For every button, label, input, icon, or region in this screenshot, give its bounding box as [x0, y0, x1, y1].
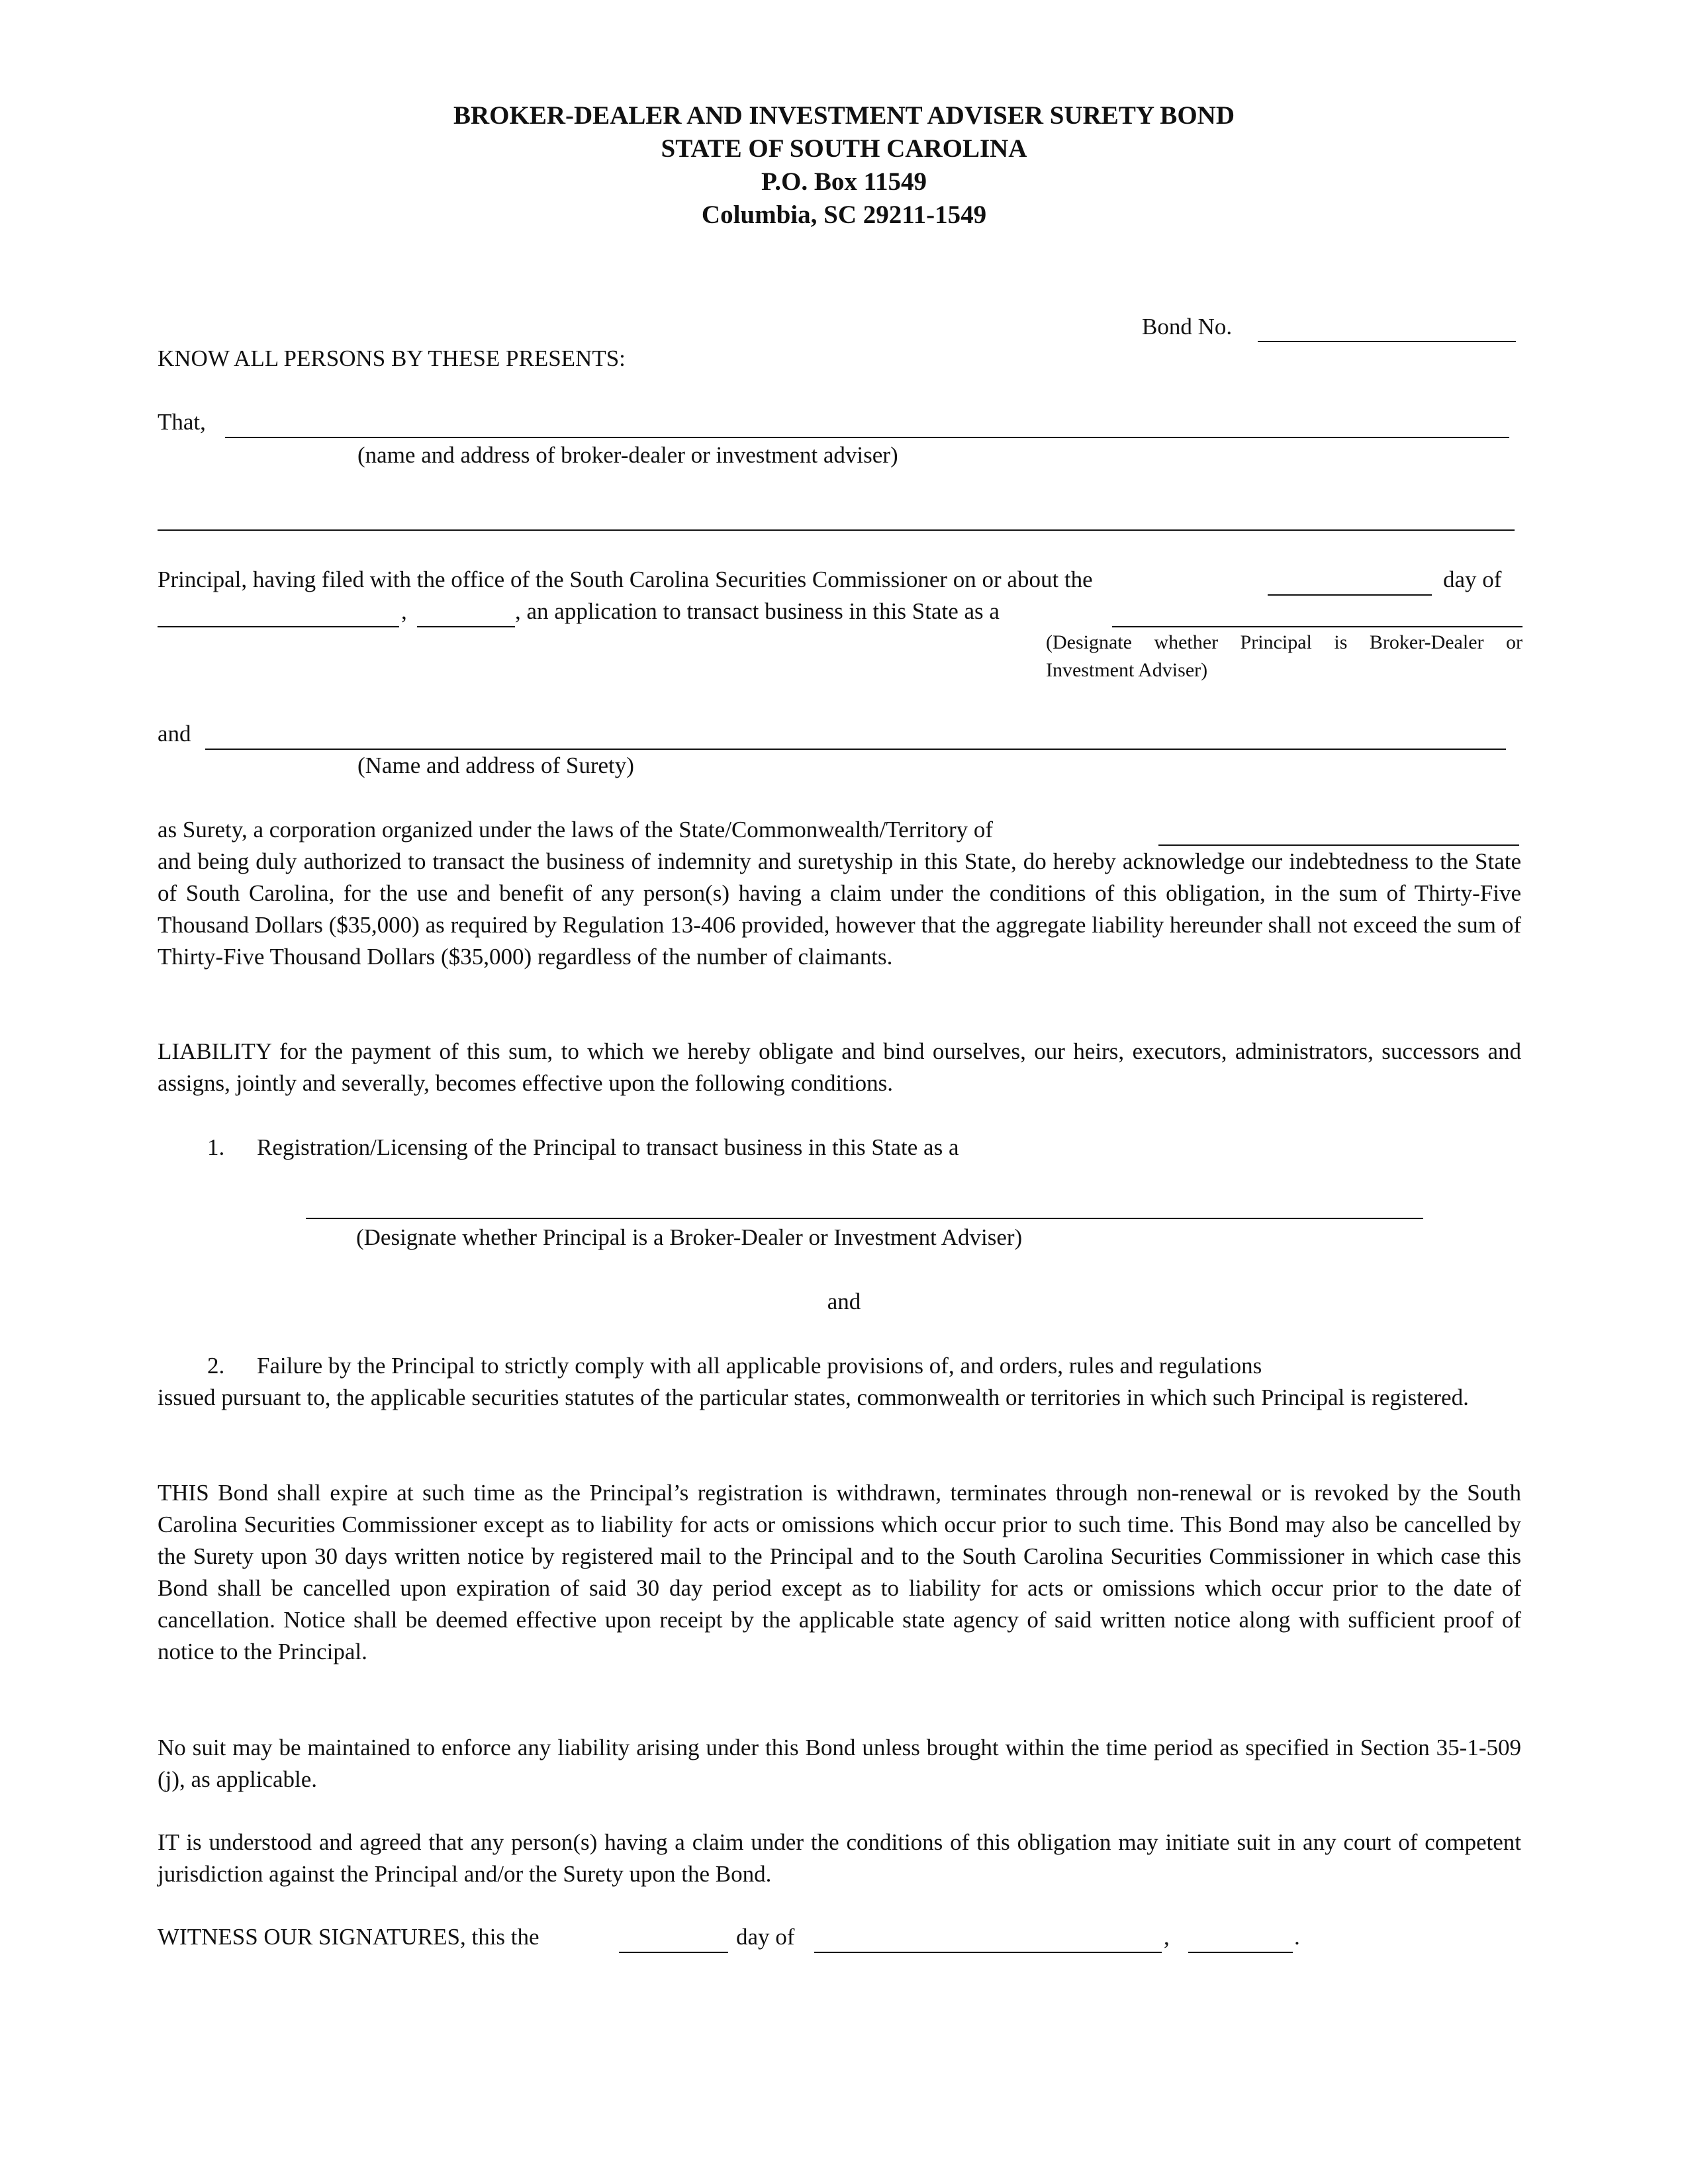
- and-connector: and: [827, 1289, 861, 1314]
- know-all-heading: KNOW ALL PERSONS BY THESE PRESENTS:: [158, 345, 626, 371]
- condition-1-designation-field[interactable]: [306, 1191, 1423, 1219]
- witness-period: .: [1294, 1924, 1300, 1950]
- condition-1-number: 1.: [207, 1134, 225, 1160]
- witness-month-field[interactable]: [814, 1925, 1162, 1953]
- bond-no-label: Bond No.: [1142, 314, 1233, 340]
- witness-text: WITNESS OUR SIGNATURES, this the: [158, 1924, 539, 1950]
- principal-name-field[interactable]: [225, 410, 1509, 438]
- bond-no-field[interactable]: [1258, 314, 1516, 342]
- document-po-box: P.O. Box 11549: [761, 167, 927, 196]
- witness-day-of-label: day of: [736, 1924, 795, 1950]
- surety-state-field[interactable]: [1158, 818, 1519, 846]
- condition-1-text: Registration/Licensing of the Principal to transact business in this State as a: [257, 1134, 959, 1160]
- principal-filed-text: Principal, having filed with the office of the South Carolina Securities Commissioner on or about the: [158, 567, 1093, 592]
- filed-month-field[interactable]: [158, 600, 399, 627]
- filed-year-field[interactable]: [417, 600, 515, 627]
- condition-2-first-line: Failure by the Principal to strictly comply with all applicable provisions of, and orders, rules and regulations: [257, 1353, 1262, 1379]
- document-state: STATE OF SOUTH CAROLINA: [661, 134, 1027, 163]
- that-label: That,: [158, 409, 206, 435]
- surety-line-1: as Surety, a corporation organized under the laws of the State/Commonwealth/Territory of: [158, 817, 994, 842]
- expiration-paragraph: THIS Bond shall expire at such time as the Principal’s registration is withdrawn, terminates through non-renewal or is revoked by the South Carolina Securities Commissioner except as to liability for acts or omissions which occur prior to such time. This Bond may also be cancelled by the Surety upon 30 days written notice by registered mail to the Principal and to the South Carolina Securities Commissioner in which case this Bond shall be cancelled upon expiration of said 30 day period except as to liability for acts or omissions which occur prior to the date of cancellation. Notice shall be deemed effective upon receipt by the applicable state agency of said written notice along with sufficient proof of notice to the Principal.: [158, 1480, 1521, 1664]
- condition-1-caption: (Designate whether Principal is a Broker-Dealer or Investment Adviser): [356, 1224, 1023, 1250]
- condition-2-number: 2.: [207, 1353, 225, 1379]
- liability-paragraph: LIABILITY for the payment of this sum, to which we hereby obligate and bind ourselves, our heirs, executors, administrators, successors and assigns, jointly and severally, becomes effective upon the following conditions.: [158, 1038, 1521, 1096]
- document-city: Columbia, SC 29211-1549: [701, 201, 987, 229]
- witness-year-field[interactable]: [1188, 1925, 1293, 1953]
- witness-day-field[interactable]: [619, 1925, 728, 1953]
- principal-caption: (name and address of broker-dealer or investment adviser): [357, 442, 898, 468]
- document-title: BROKER-DEALER AND INVESTMENT ADVISER SURETY BOND: [453, 101, 1235, 130]
- surety-caption: (Name and address of Surety): [357, 752, 634, 778]
- surety-name-field[interactable]: [205, 722, 1506, 750]
- condition-2-text: issued pursuant to, the applicable securities statutes of the particular states, commonwealth or territories in which such Principal is registered.: [158, 1385, 1469, 1410]
- filed-day-field[interactable]: [1268, 568, 1432, 596]
- day-of-label: day of: [1443, 567, 1502, 592]
- filed-comma: ,: [401, 598, 407, 624]
- witness-comma: ,: [1164, 1924, 1170, 1950]
- and-label: and: [158, 721, 191, 747]
- surety-paragraph: and being duly authorized to transact the business of indemnity and suretyship in this State, do hereby acknowledge our indebtedness to the State of South Carolina, for the use and benefit of any person(s) having a claim under the conditions of this obligation, in the sum of Thirty-Five Thousand Dollars ($35,000) as required by Regulation 13-406 provided, however that the aggregate liability hereunder shall not exceed the sum of Thirty-Five Thousand Dollars ($35,000) regardless of the number of claimants.: [158, 848, 1521, 970]
- suit-paragraph: No suit may be maintained to enforce any liability arising under this Bond unless brought within the time period as specified in Section 35-1-509 (j), as applicable.: [158, 1735, 1521, 1792]
- designation-field[interactable]: [1112, 600, 1523, 627]
- understood-paragraph: IT is understood and agreed that any person(s) having a claim under the conditions of this obligation may initiate suit in any court of competent jurisdiction against the Principal and/or the Surety upon the Bond.: [158, 1829, 1521, 1887]
- designate-caption: (Designate whether Principal is Broker-Dealer or Investment Adviser): [1046, 631, 1523, 681]
- application-text: , an application to transact business in this State as a: [515, 598, 1000, 624]
- principal-address-field[interactable]: [158, 503, 1515, 531]
